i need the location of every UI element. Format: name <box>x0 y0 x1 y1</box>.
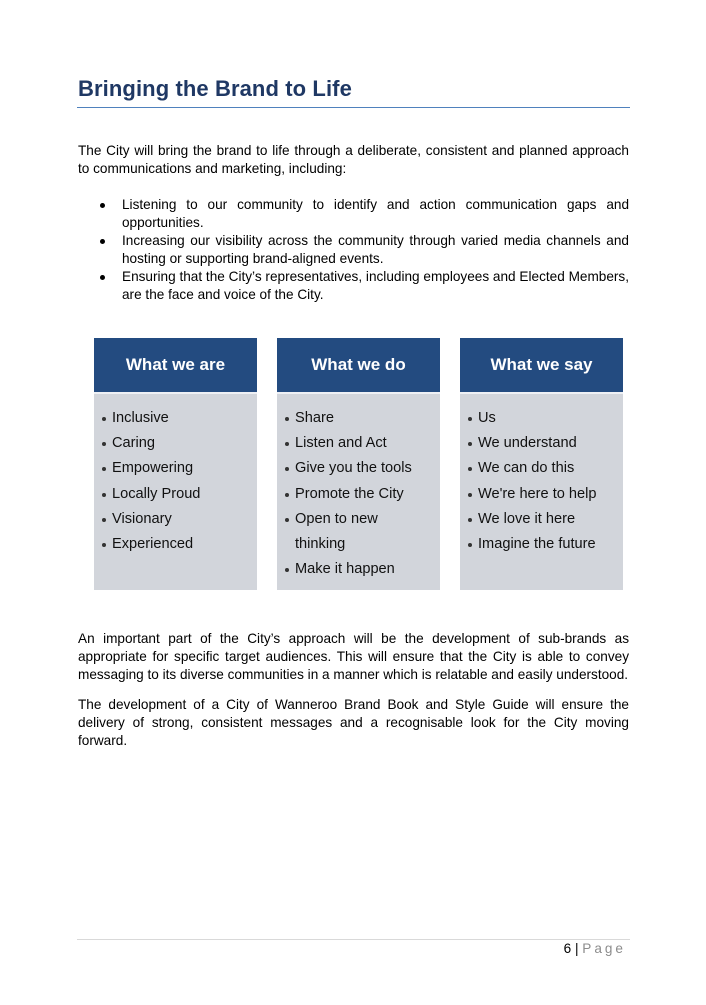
list-item-continuation: thinking <box>295 536 346 553</box>
list-item: Share <box>277 406 440 431</box>
bullet-dot-icon <box>100 239 105 244</box>
list-item: Caring <box>94 431 257 456</box>
bullet-dot-icon <box>102 493 106 497</box>
bullet-dot-icon <box>102 442 106 446</box>
bullet-dot-icon <box>102 417 106 421</box>
bullet-dot-icon <box>285 417 289 421</box>
bullet-dot-icon <box>468 518 472 522</box>
list-item: Make it happen <box>277 557 440 582</box>
bullet-item: Ensuring that the City’s representatives, including employees and Elected Members, are the face and voice of the City. <box>78 268 629 304</box>
bullet-dot-icon <box>285 467 289 471</box>
bullet-dot-icon <box>468 417 472 421</box>
bullet-item: Increasing our visibility across the community through varied media channels and hosting or supporting brand-aligned events. <box>78 232 629 268</box>
footer-separator: | <box>574 941 579 956</box>
list-item: Promote the City <box>277 482 440 507</box>
intro-paragraph: The City will bring the brand to life through a deliberate, consistent and planned approach to communications and marketing, including: <box>78 143 629 176</box>
list-item: Locally Proud <box>94 482 257 507</box>
bullet-dot-icon <box>285 442 289 446</box>
bullet-item: Listening to our community to identify and action communication gaps and opportunities. <box>78 196 629 232</box>
card-title: What we say <box>460 338 623 394</box>
list-item: Visionary <box>94 507 257 532</box>
bullet-dot-icon <box>100 203 105 208</box>
card-title: What we do <box>277 338 440 394</box>
list-item: We understand <box>460 431 623 456</box>
bullet-dot-icon <box>285 568 289 572</box>
list-item: Imagine the future <box>460 532 623 557</box>
list-item: Listen and Act <box>277 431 440 456</box>
approach-bullet-list <box>78 196 629 304</box>
bullet-dot-icon <box>285 518 289 522</box>
card-what-we-do <box>277 338 440 590</box>
page-heading: Bringing the Brand to Life <box>78 76 352 101</box>
card-title: What we are <box>94 338 257 394</box>
card-what-we-are <box>94 338 257 590</box>
list-item: Inclusive <box>94 406 257 431</box>
sub-brands-paragraph: An important part of the City’s approach will be the development of sub-brands as appropriate for specific target audiences. This will ensure that the City is able to convey messaging to its diverse communities in a manner which is relatable and easily understood. <box>78 631 629 682</box>
page-label: Page <box>582 941 626 956</box>
bullet-dot-icon <box>102 467 106 471</box>
page-footer <box>564 941 626 956</box>
list-item: We can do this <box>460 456 623 481</box>
card-list <box>94 394 257 557</box>
list-item: Empowering <box>94 456 257 481</box>
card-what-we-say <box>460 338 623 590</box>
bullet-dot-icon <box>468 467 472 471</box>
list-item: Experienced <box>94 532 257 557</box>
bullet-dot-icon <box>102 518 106 522</box>
card-list <box>460 394 623 557</box>
footer-divider <box>77 939 630 940</box>
list-item: Us <box>460 406 623 431</box>
list-item: Give you the tools <box>277 456 440 481</box>
bullet-dot-icon <box>285 493 289 497</box>
list-item: We're here to help <box>460 482 623 507</box>
card-list <box>277 394 440 582</box>
bullet-dot-icon <box>468 543 472 547</box>
bullet-dot-icon <box>468 493 472 497</box>
list-item: We love it here <box>460 507 623 532</box>
bullet-dot-icon <box>468 442 472 446</box>
list-item: Open to new thinking <box>277 507 440 557</box>
brand-book-paragraph: The development of a City of Wanneroo Brand Book and Style Guide will ensure the delivery of strong, consistent messages and a recognisable look for the City moving forward. <box>78 697 629 748</box>
heading-underline <box>77 107 630 108</box>
page-number: 6 <box>563 941 572 956</box>
bullet-dot-icon <box>100 275 105 280</box>
bullet-dot-icon <box>102 543 106 547</box>
